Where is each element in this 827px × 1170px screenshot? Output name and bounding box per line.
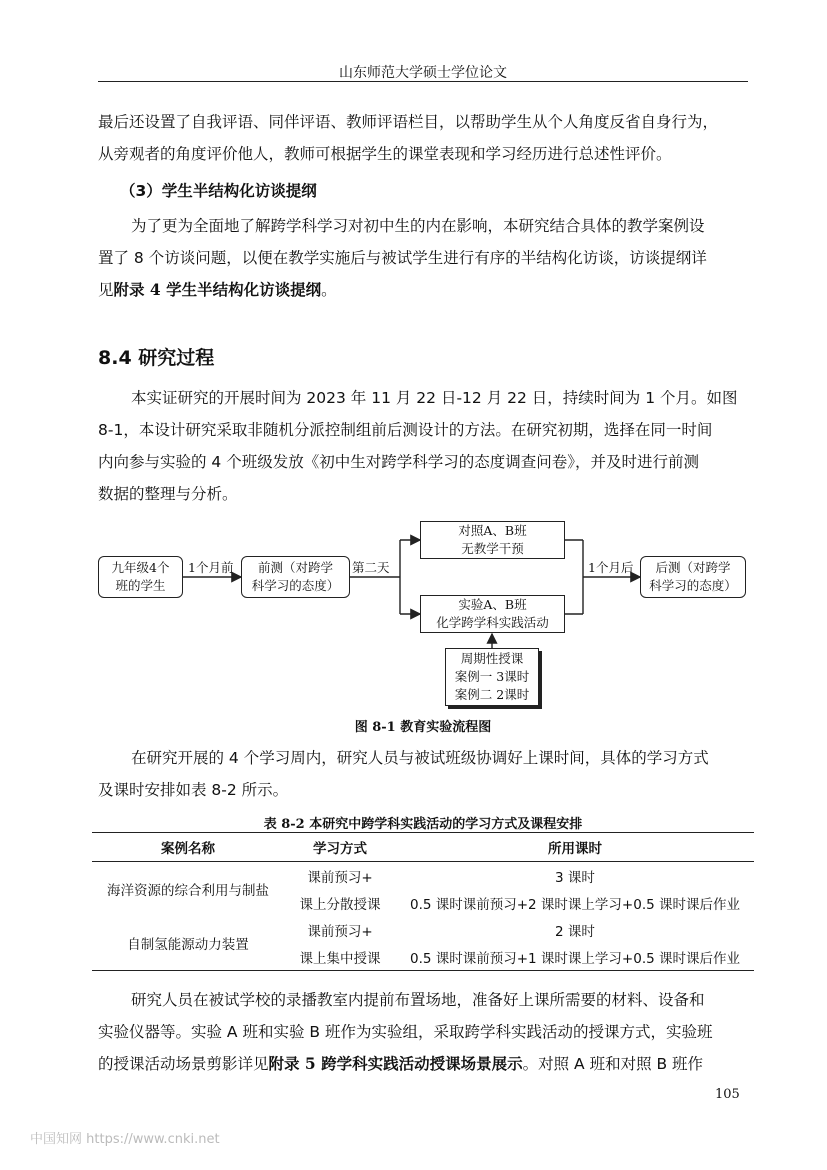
node-text: 科学习的态度） [251,578,340,593]
node-text: 案例一 3课时 [454,669,530,684]
text-line: 置了 8 个访谈问题，以便在教学实施后与被试学生进行有序的半结构化访谈，访谈提纲详 [98,249,707,267]
table-grid [92,833,754,970]
text-line: 8-1，本设计研究采取非随机分派控制组前后测设计的方法。在研究初期，选择在同一时间 [98,421,713,439]
column-header: 所用课时 [396,833,754,862]
table-row [92,916,754,943]
table-header-row [92,833,754,862]
node-text: 前测（对跨学 [257,560,333,575]
node-text: 后测（对跨学 [655,560,731,575]
page-number: 105 [715,1087,740,1102]
column-header: 案例名称 [92,833,284,862]
node-text: 科学习的态度） [649,578,737,593]
node-text: 班的学生 [115,578,166,593]
edge-label-second-day: 第二天 [352,560,390,575]
method-cell: 课前预习+ [307,923,373,940]
text-span: 。 [321,281,337,299]
section-heading: 8.4 研究过程 [98,347,215,369]
text-line [98,1048,748,1080]
hours-cell: 0.5 课时课前预习+2 课时课上学习+0.5 课时课后作业 [409,896,741,913]
text-line: 数据的整理与分析。 [98,485,238,503]
text-line: 及课时安排如表 8-2 所示。 [98,781,289,799]
node-text: 实验A、B班 [458,597,527,612]
course-table [92,832,754,971]
appendix-reference: 附录 5 跨学科实践活动授课场景展示 [268,1054,523,1073]
text-line: 在研究开展的 4 个学习周内，研究人员与被试班级协调好上课时间，具体的学习方式 [131,749,709,767]
node-text: 化学跨学科实践活动 [436,615,549,630]
watermark: 中国知网 https://www.cnki.net [30,1132,220,1147]
text-line: 最后还设置了自我评语、同伴评语、教师评语栏目，以帮助学生从个人角度反省自身行为， [98,113,719,131]
node-text: 周期性授课 [460,651,524,666]
text-line [98,274,748,306]
posttest-node [640,556,746,598]
experiment-group-node [420,595,565,633]
text-span: 见 [98,281,114,299]
case-name-cell: 自制氢能源动力装置 [127,937,249,953]
text-line: 从旁观者的角度评价他人，教师可根据学生的课堂表现和学习经历进行总述性评价。 [98,145,672,163]
running-header: 山东师范大学硕士学位论文 [339,65,507,81]
text-line: 研究人员在被试学校的录播教室内提前布置场地，准备好上课所需要的材料、设备和 [131,991,705,1009]
pretest-node [241,556,350,598]
paragraph-research-process [98,382,748,510]
text-span: 。对照 A 班和对照 B 班作 [522,1055,704,1073]
paragraph-interview [98,210,748,306]
paragraph-schedule [98,742,748,806]
periodic-teaching-node [445,648,539,706]
node-text: 九年级4个 [111,560,170,575]
edge-label-before: 1个月前 [188,560,234,575]
table-caption: 表 8-2 本研究中跨学科实践活动的学习方式及课程安排 [263,817,583,832]
hours-cell: 3 课时 [555,869,595,886]
method-cell: 课上集中授课 [299,950,381,967]
hours-cell: 2 课时 [555,923,595,940]
paragraph-evaluation [98,106,748,170]
case-name-cell: 海洋资源的综合利用与制盐 [107,883,269,899]
node-text: 无教学干预 [461,541,524,556]
header-divider [98,81,748,82]
text-span: 的授课活动场景剪影详见 [98,1055,269,1073]
column-header: 学习方式 [284,833,396,862]
edge-label-after: 1个月后 [588,560,634,575]
appendix-reference: 附录 4 学生半结构化访谈提纲 [113,280,322,299]
text-line: 实验仪器等。实验 A 班和实验 B 班作为实验组，采取跨学科实践活动的授课方式，实验班 [98,1023,713,1041]
node-text: 案例二 2课时 [454,687,530,702]
start-node [98,556,183,598]
control-group-node [420,521,565,559]
subheading-interview: （3）学生半结构化访谈提纲 [120,182,317,200]
hours-cell: 0.5 课时课前预习+1 课时课上学习+0.5 课时课后作业 [409,950,741,967]
method-cell: 课上分散授课 [299,896,381,913]
text-line: 本实证研究的开展时间为 2023 年 11 月 22 日-12 月 22 日，持续时间为 1 个月。如图 [131,389,738,407]
text-line: 为了更为全面地了解跨学科学习对初中生的内在影响，本研究结合具体的教学案例设 [131,217,705,235]
figure-caption: 图 8-1 教育实验流程图 [354,720,492,735]
paragraph-setup [98,984,748,1080]
table-row [92,862,754,890]
flowchart [98,518,748,708]
text-line: 内向参与实验的 4 个班级发放《初中生对跨学科学习的态度调查问卷》，并及时进行前测 [98,453,699,471]
method-cell: 课前预习+ [307,869,373,886]
node-text: 对照A、B班 [458,523,527,538]
